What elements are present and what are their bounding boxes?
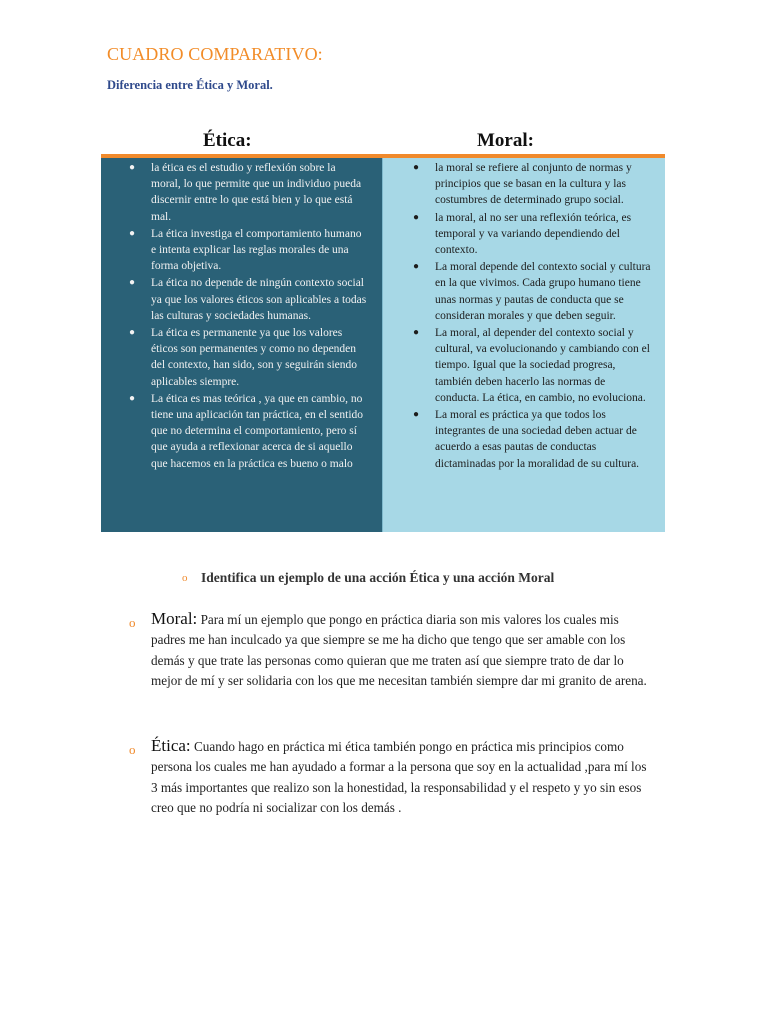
list-item — [123, 275, 368, 324]
list-item-text: La ética es permanente ya que los valores éticos son permanentes y como no dependen del contexto, han sido, son y seguirán siendo aplicables siempre. — [151, 327, 358, 388]
bullet-icon: ● — [129, 162, 136, 173]
moral-answer-lead: Moral: — [151, 609, 198, 628]
bullet-icon: ● — [129, 227, 136, 239]
etica-answer — [151, 736, 651, 818]
moral-answer-text: Para mí un ejemplo que pongo en práctica diaria son mis valores los cuales mis padres me han inculcado ya que siempre se me ha dicho que tengo que ser amable con los demás y que trate las personas como quieran que me traten así que siempre trato de dar lo mejor de mí y ser solidaria con los que me necesitan también siempre dar mi granito de arena. — [151, 612, 647, 688]
list-item-text: La ética investiga el comportamiento humano e intenta explicar las reglas morales de una forma objetiva. — [151, 227, 362, 273]
etica-answer-text: Cuando hago en práctica mi ética también pongo en práctica mis principios como persona los cuales me han ayudado a formar a la persona que soy en la actualidad ,para mí los 3 más importantes que realizo son la honestidad, la responsabilidad y el respeto y yo sin esos creo que no podría ni socializar con los demás . — [151, 739, 647, 815]
etica-answer-lead: Ética: — [151, 736, 191, 755]
bullet-icon: ● — [413, 261, 420, 273]
list-item-text: la moral, al no ser una reflexión teórica, es temporal y va variando dependiendo del contexto. — [435, 211, 632, 257]
question-text: Identifica un ejemplo de una acción Ética y una acción Moral — [201, 570, 555, 585]
moral-column — [382, 158, 665, 532]
list-item — [123, 226, 368, 275]
list-item — [123, 391, 368, 472]
list-item-text: La moral, al depender del contexto social y cultural, va evolucionando y cambiando con el tiempo. Igual que la sociedad progresa, también deben hacerlo las normas de conducta. La ética, en cambio, no evoluciona. — [435, 327, 650, 404]
list-item — [407, 160, 651, 209]
bullet-icon: ● — [129, 277, 136, 289]
moral-bullet-icon: o — [129, 615, 136, 630]
bullet-icon: ● — [413, 211, 420, 223]
list-item — [123, 160, 368, 225]
list-item — [407, 259, 651, 324]
bullet-icon: ● — [413, 327, 420, 339]
moral-answer — [151, 609, 651, 691]
moral-list — [407, 160, 651, 472]
question-bullet-icon: o — [182, 572, 188, 584]
list-item-text: La moral es práctica ya que todos los integrantes de una sociedad deben actuar de acuerdo a esas pautas de conductas dictaminadas por la moralidad de su cultura. — [435, 409, 640, 470]
bullet-icon: ● — [413, 162, 420, 173]
document-title: CUADRO COMPARATIVO: — [107, 44, 323, 64]
list-item-text: la ética es el estudio y reflexión sobre la moral, lo que permite que un individuo pueda discernir entre lo que está bien y lo que está mal. — [151, 162, 362, 223]
document-subtitle: Diferencia entre Ética y Moral. — [107, 78, 273, 92]
list-item — [407, 210, 651, 259]
list-item-text: La ética es mas teórica , ya que en cambio, no tiene una aplicación tan práctica, en el sentido que no determina el comportamiento, pero sí que ayuda a reflexionar acerca de si aquello que hacemos en la práctica es bueno o malo — [151, 392, 364, 470]
list-item-text: La ética no depende de ningún contexto social ya que los valores éticos son aplicables a todas las culturas y sociedades humanas. — [151, 277, 367, 322]
bullet-icon: ● — [413, 409, 420, 421]
list-item — [407, 407, 651, 472]
etica-column — [101, 158, 382, 532]
etica-bullet-icon: o — [129, 742, 136, 757]
list-item — [123, 325, 368, 390]
column-heading-etica: Ética: — [203, 130, 252, 151]
bullet-icon: ● — [129, 327, 136, 339]
list-item-text: la moral se refiere al conjunto de normas y principios que se basan en la cultura y las costumbres de determinado grupo social. — [435, 162, 632, 207]
etica-list — [123, 160, 368, 472]
list-item-text: La moral depende del contexto social y cultura en la que vivimos. Cada grupo humano tiene unas normas y pautas de conducta que se consideran morales y que deben seguir. — [435, 261, 651, 322]
column-heading-moral: Moral: — [477, 130, 534, 151]
list-item — [407, 325, 651, 406]
bullet-icon: ● — [129, 392, 136, 404]
